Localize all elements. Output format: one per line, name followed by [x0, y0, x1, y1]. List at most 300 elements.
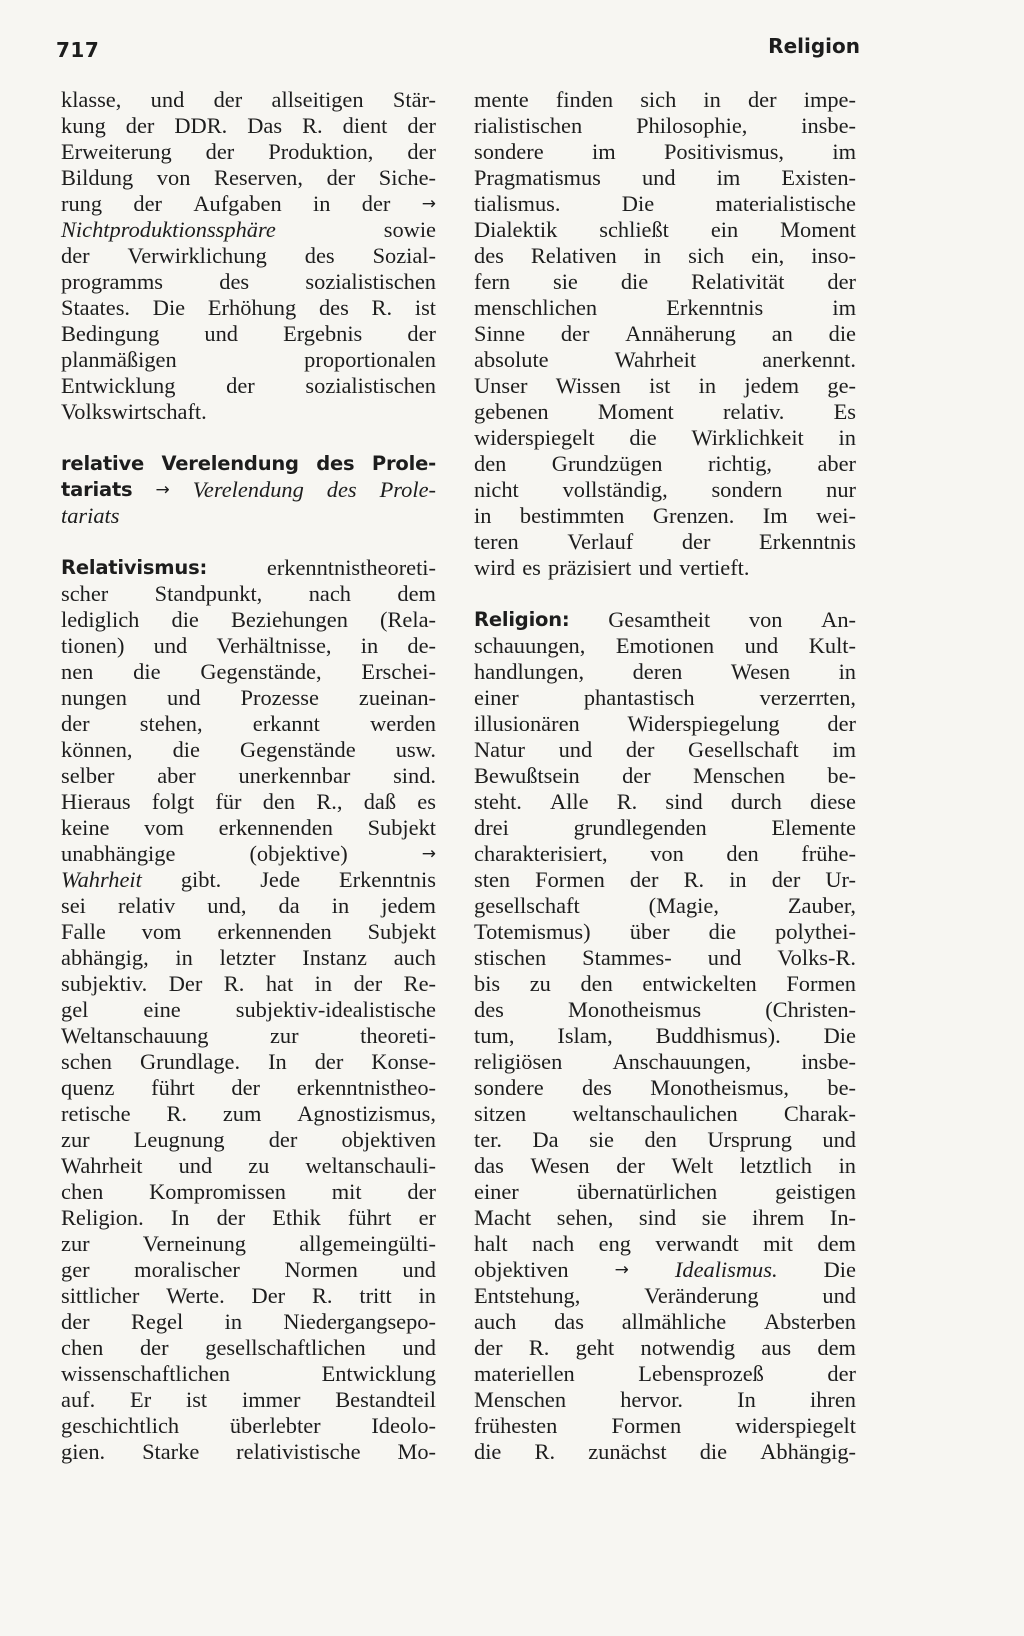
text-line [474, 1049, 856, 1075]
word: Im [762, 503, 788, 528]
word: Annäherung [625, 321, 736, 346]
word: in [314, 971, 333, 996]
text-line [474, 1127, 856, 1153]
word: Re- [403, 971, 436, 996]
word: gien. [61, 1439, 106, 1464]
word: nach [531, 1231, 575, 1256]
word: sich [688, 243, 725, 268]
word: sind. [393, 763, 436, 788]
word: auch [474, 1309, 517, 1334]
word: einer [474, 1179, 519, 1204]
word: immer [241, 1387, 301, 1412]
word: der [61, 711, 90, 736]
word: Die [621, 191, 655, 216]
word: sowie [383, 217, 436, 242]
right-text-column [474, 87, 856, 1465]
word: vertieft. [679, 555, 750, 580]
word: scher [61, 581, 109, 606]
word: in [698, 373, 717, 398]
word: und [150, 87, 185, 112]
word: tum, [474, 1023, 515, 1048]
word: Grundlage. [139, 1049, 241, 1074]
word: sten [474, 867, 511, 892]
word: In [268, 1049, 287, 1074]
word: be- [827, 1075, 856, 1100]
word: (Christen- [765, 997, 856, 1022]
word: schließt [599, 217, 669, 242]
word: Regel [130, 1309, 184, 1334]
word: des [316, 452, 355, 475]
word: Prole- [379, 477, 436, 502]
text-line [474, 1205, 856, 1231]
word: aber [817, 451, 856, 476]
word: dem [817, 1335, 856, 1360]
word: keine [61, 815, 110, 840]
word: den [262, 789, 296, 814]
word: sie [701, 1205, 727, 1230]
word: der [226, 373, 255, 398]
cross-reference-arrow: → [421, 194, 436, 214]
text-line [474, 971, 856, 997]
word: Werte. [166, 1283, 225, 1308]
paragraph-gap [474, 581, 856, 607]
word: Formen [611, 1413, 682, 1438]
text-line [61, 711, 436, 737]
word: Erhöhung [207, 295, 297, 320]
word: materialistische [715, 191, 856, 216]
word: von [748, 607, 783, 632]
text-line [474, 399, 856, 425]
word: Verlauf [567, 529, 634, 554]
text-line [474, 893, 856, 919]
word: Relativen [530, 243, 617, 268]
word: Lebensprozeß [638, 1361, 764, 1386]
word: Sozial- [372, 243, 436, 268]
word: der [61, 243, 90, 268]
text-line [61, 633, 436, 659]
word: hervor. [620, 1387, 683, 1412]
word: daß [363, 789, 397, 814]
word: Nichtproduktionssphäre [61, 217, 276, 242]
word: R. [534, 1439, 556, 1464]
word: Ethik [272, 1205, 321, 1230]
text-line [474, 789, 856, 815]
text-line [474, 711, 856, 737]
text-line [474, 529, 856, 555]
word: der [616, 1153, 645, 1178]
word: das [474, 1153, 504, 1178]
text-line [61, 581, 436, 607]
word: er [418, 1205, 436, 1230]
text-line [474, 1023, 856, 1049]
word: finden [555, 87, 614, 112]
word: der [213, 87, 243, 112]
word: den [474, 451, 507, 476]
word: moralischer [134, 1257, 240, 1282]
word: gesellschaftlichen [205, 1335, 366, 1360]
word: Totemismus) [474, 919, 591, 944]
word: an [771, 321, 793, 346]
text-line [474, 87, 856, 113]
text-line [61, 1283, 436, 1309]
word: vom [144, 815, 184, 840]
word: und [822, 1283, 856, 1308]
text-line [474, 945, 856, 971]
word: das [554, 1309, 584, 1334]
word: richtig, [707, 451, 772, 476]
word: Erkenntnis [666, 295, 764, 320]
word: fern [474, 269, 511, 294]
word: Zauber, [787, 893, 856, 918]
word: auf. [61, 1387, 96, 1412]
word: grundlegenden [573, 815, 707, 840]
word: Macht [474, 1205, 532, 1230]
word: unabhängige [61, 841, 176, 866]
word: tritt [359, 1283, 392, 1308]
word: der [407, 321, 436, 346]
word: die [171, 607, 199, 632]
word: in [331, 893, 350, 918]
word: sitzen [474, 1101, 527, 1126]
word: Volkswirtschaft. [61, 399, 207, 424]
word: (objektive) [249, 841, 348, 866]
word: sie [589, 1127, 614, 1152]
word: überlebter [229, 1413, 321, 1438]
word: Idealismus. [674, 1257, 778, 1282]
word: In [170, 1205, 190, 1230]
word: R. [311, 1283, 333, 1308]
word: der [827, 269, 856, 294]
word: Verneinung [142, 1231, 246, 1256]
text-line [61, 1231, 436, 1257]
word: in [838, 425, 856, 450]
word: Weltanschauung [61, 1023, 209, 1048]
word: Niedergangsepo- [283, 1309, 436, 1334]
word: der [268, 1127, 298, 1152]
word: aus [761, 1335, 792, 1360]
word: erkennenden [218, 815, 333, 840]
word: Verelendung [161, 452, 299, 475]
text-line [61, 1023, 436, 1049]
word: Kompromissen [149, 1179, 286, 1204]
text-line [61, 1127, 436, 1153]
word: die [629, 425, 657, 450]
word: und [707, 945, 742, 970]
word: programms [61, 269, 163, 294]
page-number: 717 [56, 38, 100, 62]
word: Der [168, 971, 203, 996]
text-line [61, 1335, 436, 1361]
word: im [832, 139, 856, 164]
text-line [61, 269, 436, 295]
word: sozialistischen [305, 373, 436, 398]
word: Beziehungen [231, 607, 348, 632]
word: Unser [474, 373, 528, 398]
word: schauungen, [474, 633, 586, 658]
word: der [407, 139, 436, 164]
word: kung [61, 113, 106, 138]
word: vom [141, 919, 182, 944]
word: erkenntnistheoreti- [266, 555, 436, 580]
word: unerkennbar [238, 763, 351, 788]
word: die [708, 919, 737, 944]
word: Islam, [557, 1023, 613, 1048]
running-head: Religion [768, 34, 860, 58]
word: religiösen [474, 1049, 563, 1074]
word: in [838, 1153, 856, 1178]
word: führt [347, 1205, 392, 1230]
word: im [832, 737, 856, 762]
text-line [61, 217, 436, 243]
word: impe- [803, 87, 856, 112]
word: Menschen [474, 1387, 567, 1412]
word: Standpunkt, [154, 581, 263, 606]
word: Widerspiegelung [627, 711, 780, 736]
word: des [474, 243, 504, 268]
word: allseitigen [271, 87, 364, 112]
word: Siche- [378, 165, 436, 190]
word: über [629, 919, 670, 944]
word: relativ. [722, 399, 785, 424]
text-line [61, 113, 436, 139]
word: Erschei- [361, 659, 436, 684]
word: der [205, 139, 235, 164]
word: menschlichen [474, 295, 598, 320]
text-line [61, 555, 436, 581]
word: des [326, 477, 357, 502]
text-line [474, 1075, 856, 1101]
word: sittlicher [61, 1283, 140, 1308]
word: allgemeingülti- [299, 1231, 436, 1256]
word: der [622, 763, 651, 788]
word: Existen- [781, 165, 856, 190]
word: drei [474, 815, 509, 840]
word: DDR. [174, 113, 228, 138]
word: subjektiv-idealistische [235, 997, 436, 1022]
word: charakterisiert, [474, 841, 608, 866]
text-line [61, 1101, 436, 1127]
text-line [61, 685, 436, 711]
word: führt [151, 1075, 195, 1100]
word: Religion. [61, 1205, 144, 1230]
word: Mo- [397, 1439, 436, 1464]
word: erkennenden [217, 919, 332, 944]
word: ist [414, 295, 436, 320]
word: Entstehung, [474, 1283, 581, 1308]
word: Formen [786, 971, 856, 996]
word: dem [817, 1231, 856, 1256]
word: durch [730, 789, 782, 814]
word: Hieraus [61, 789, 131, 814]
word: theoreti- [360, 1023, 436, 1048]
text-line [61, 1257, 436, 1283]
text-line [474, 1361, 856, 1387]
text-line [474, 1257, 856, 1283]
text-line [61, 1309, 436, 1335]
word: lediglich [61, 607, 140, 632]
word: Positivismus, [663, 139, 785, 164]
word: selber [61, 763, 115, 788]
word: relativistische [236, 1439, 361, 1464]
word: Veränderung [644, 1283, 759, 1308]
text-line [61, 451, 436, 477]
word: Subjekt [367, 815, 436, 840]
word: Normen [284, 1257, 358, 1282]
word: diese [809, 789, 856, 814]
text-line [61, 477, 436, 503]
word: Moment [780, 217, 856, 242]
text-line [474, 373, 856, 399]
word: Wissen [555, 373, 621, 398]
text-line [61, 841, 436, 867]
word: im [716, 165, 741, 190]
text-line [474, 607, 856, 633]
text-line [474, 269, 856, 295]
text-line [61, 997, 436, 1023]
word: die [828, 321, 856, 346]
word: Wesen [530, 1153, 590, 1178]
text-line [474, 113, 856, 139]
word: Ideolo- [371, 1413, 436, 1438]
word: Bedingung [61, 321, 160, 346]
word: be- [827, 763, 856, 788]
word: Erweiterung [61, 139, 172, 164]
word: werden [370, 711, 436, 736]
word: zur [61, 1127, 90, 1152]
word: der [407, 113, 436, 138]
text-line [474, 1153, 856, 1179]
word: In [737, 1387, 756, 1412]
word: in [729, 867, 747, 892]
word: Pragmatismus [474, 165, 601, 190]
text-line [474, 1283, 856, 1309]
word: und [153, 633, 188, 658]
word: können, [61, 737, 133, 762]
text-line [61, 659, 436, 685]
word: hat [265, 971, 294, 996]
word: gesellschaft [474, 893, 580, 918]
word: einer [474, 685, 519, 710]
word: Produktion, [268, 139, 374, 164]
cross-reference-arrow: → [155, 480, 170, 500]
word: Monotheismus [567, 997, 702, 1022]
left-text-column [61, 87, 436, 1465]
word: Formen [535, 867, 605, 892]
word: zu [529, 971, 551, 996]
word: in [418, 1283, 436, 1308]
word: und [558, 737, 593, 762]
word: Der [251, 1283, 286, 1308]
word: Das [247, 113, 283, 138]
word: teren [474, 529, 519, 554]
text-line [474, 555, 856, 581]
word: Sinne [474, 321, 526, 346]
word: Gesamtheit [608, 607, 711, 632]
word: für [215, 789, 242, 814]
text-line [474, 1101, 856, 1127]
word: Prozesse [240, 685, 319, 710]
word: und [744, 633, 779, 658]
text-line [61, 789, 436, 815]
word: geschichtlich [61, 1413, 180, 1438]
word: anerkennt. [762, 347, 856, 372]
word: stehen, [139, 711, 203, 736]
word: materiellen [474, 1361, 575, 1386]
word: mente [474, 87, 529, 112]
word: im [832, 295, 856, 320]
word: es [522, 555, 541, 580]
word: von [650, 841, 684, 866]
word: Gegenstände [240, 737, 356, 762]
text-line [61, 347, 436, 373]
cross-reference-arrow: → [614, 1260, 629, 1280]
word: ter. [474, 1127, 502, 1152]
word: in [313, 191, 331, 216]
word: Religion: [474, 608, 570, 631]
word: ist [185, 1387, 208, 1412]
word: objektiven [474, 1257, 569, 1282]
word: allmähliche [621, 1309, 727, 1334]
word: Wahrheit [61, 1153, 143, 1178]
word: in [703, 87, 721, 112]
word: des [304, 243, 335, 268]
word: (Rela- [380, 607, 436, 632]
word: der [231, 1075, 260, 1100]
word: sondere [474, 1075, 544, 1100]
text-line [61, 243, 436, 269]
text-line [61, 1361, 436, 1387]
word: in [838, 659, 856, 684]
text-line [474, 1335, 856, 1361]
word: Die [823, 1023, 856, 1048]
text-line [474, 321, 856, 347]
word: Relativismus: [61, 556, 208, 579]
word: widerspiegelt [735, 1413, 856, 1438]
word: jedem [744, 373, 800, 398]
word: Anschauungen, [612, 1049, 752, 1074]
word: weltanschauli- [305, 1153, 436, 1178]
word: retische [61, 1101, 131, 1126]
word: relative [61, 452, 145, 475]
word: sehen, [556, 1205, 614, 1230]
word: usw. [395, 737, 436, 762]
word: sondere [474, 139, 544, 164]
text-line [61, 295, 436, 321]
text-line [61, 1413, 436, 1439]
word: Konse- [371, 1049, 436, 1074]
word: handlungen, [474, 659, 585, 684]
word: Ur- [825, 867, 856, 892]
word: der [625, 737, 655, 762]
text-line [474, 1387, 856, 1413]
word: wird [474, 555, 516, 580]
word: R., [316, 789, 343, 814]
word: wei- [816, 503, 856, 528]
word: rung [61, 191, 103, 216]
word: bestimmten [519, 503, 625, 528]
word: nur [826, 477, 856, 502]
word: weltanschaulichen [572, 1101, 738, 1126]
word: vollständig, [562, 477, 668, 502]
word: nungen [61, 685, 127, 710]
word: Die [823, 1257, 856, 1282]
text-line [61, 1179, 436, 1205]
text-line [61, 1387, 436, 1413]
word: erkannt [252, 711, 320, 736]
word: verwandt [655, 1231, 739, 1256]
word: Instanz [302, 945, 367, 970]
word: die [133, 659, 161, 684]
